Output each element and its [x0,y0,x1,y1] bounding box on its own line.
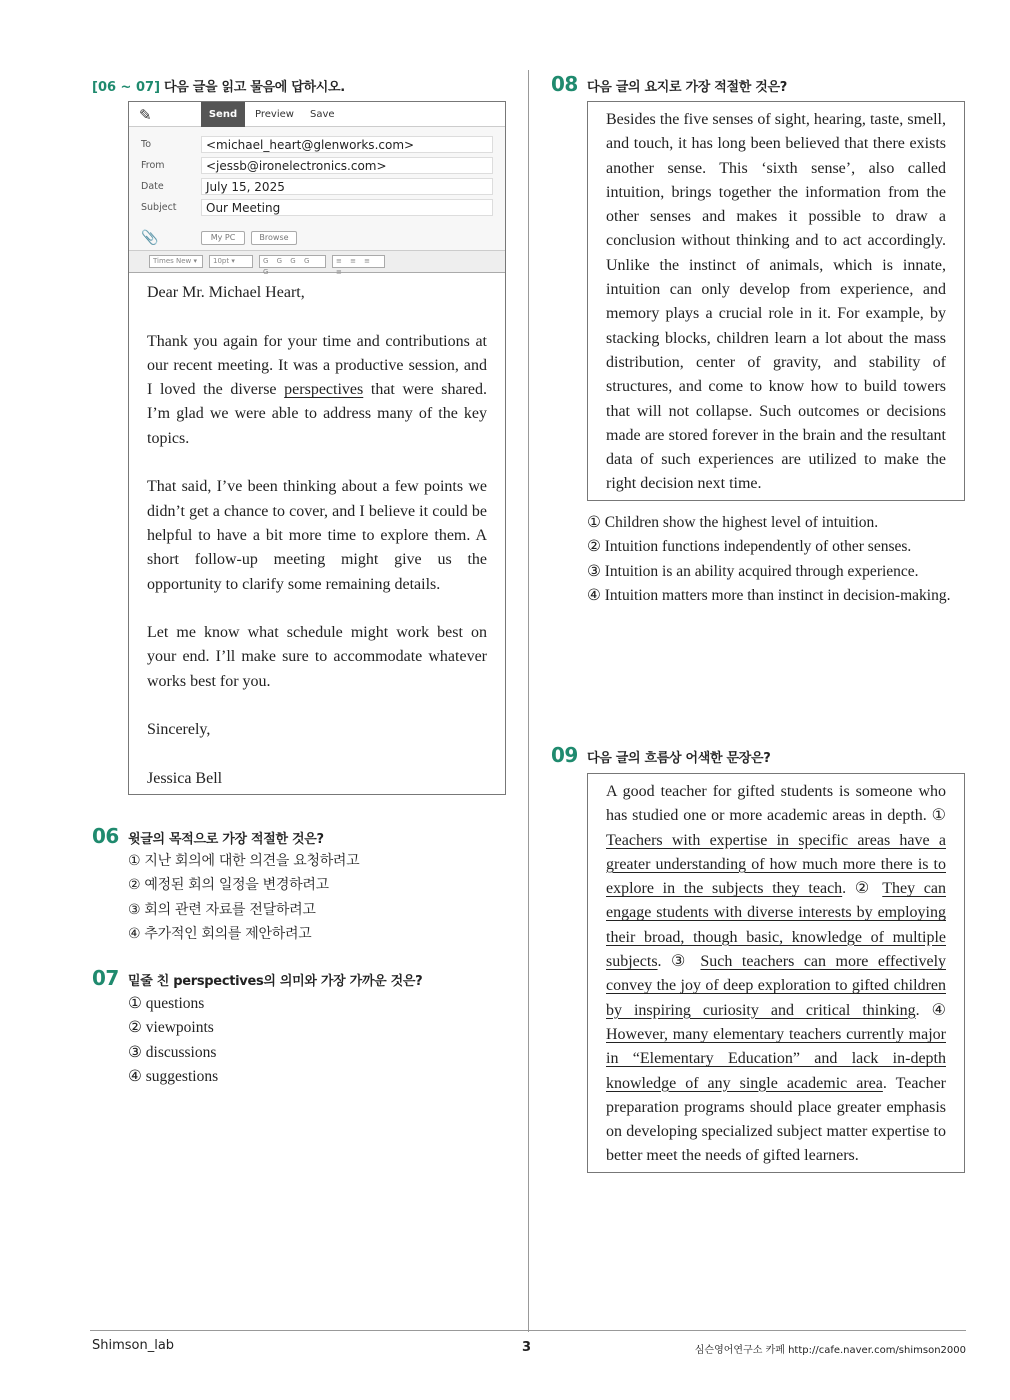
email-paragraph-3: Let me know what schedule might work best on your end. I’ll make sure to accommodate whatever works best for you. [147,624,487,690]
question-08-options [587,511,977,608]
date-row [129,178,505,196]
subject-row [129,199,505,217]
p1-text-after: that were shared. I’m glad we were able to address many of the key topics. [147,381,487,447]
sentence-4: However, many elementary teachers currently major in “Elementary Education” and lack in-depth knowledge of any single academic area [606,1025,946,1092]
set-range: [06 ~ 07] [92,80,161,95]
sentence-1: Teachers with expertise in specific areas have a greater understanding of how much more there is to explore in the subjects they teach [606,831,946,898]
to-label: To [141,139,152,150]
footer-cafe-link[interactable]: 심슨영어연구소 카페 http://cafe.naver.com/shimson2000 [694,1345,966,1356]
font-select-value: Times New [153,257,192,265]
marker-4: . ④ [915,1001,947,1019]
question-07-number: 07 [92,966,119,990]
footer-divider [90,1330,966,1331]
option[interactable]: ② 예정된 회의 일정을 변경하려고 [128,877,329,894]
question-08 [551,72,971,102]
option[interactable]: ④ Intuition matters more than instinct in decision-making. [587,586,951,604]
option[interactable]: ④ 추가적인 회의를 제안하려고 [128,925,312,942]
to-row [129,136,505,154]
subject-label: Subject [141,202,177,213]
footer-brand: Shimson_lab [92,1338,175,1353]
email-paragraph-1 [147,330,487,451]
question-06-text: 윗글의 목적으로 가장 적절한 것은? [128,832,324,847]
preview-tab[interactable]: Preview [255,109,294,120]
column-divider [528,70,529,1332]
from-row [129,157,505,175]
page-number: 3 [522,1340,532,1355]
paperclip-icon: 📎 [141,230,159,246]
style-buttons[interactable]: G G G G G [259,255,326,268]
email-window [128,101,506,795]
date-label: Date [141,181,164,192]
send-tab[interactable]: Send [201,102,245,127]
set-header [92,76,345,95]
sentence-3: Such teachers can more effectively convey the joy of deep exploration to gifted children by inspiring curiosity and critical thinking [606,953,947,1019]
browse-button[interactable]: Browse [251,231,297,245]
question-08-passage: Besides the five senses of sight, hearing, taste, smell, and touch, it has long been believed that there exists another sense. This ‘sixth sense’, also called intuition, brings together the information from the other senses and makes it possible to draw a conclusion without thinking and to act accordingly. Unlike the instinct of animals, which is innate, intuition can only develop from experience, and memory plays a crucial role in it. For example, by stacking blocks, children learn a lot about the mass distribution, center of gravity, and stability of structures, and come to know how to build towers that will not collapse. Such outcomes or decisions made are stored forever in the brain and the resultant data of such experiences are utilized to make the right decision next time. [587,101,965,501]
option[interactable]: ③ discussions [128,1043,217,1061]
set-instruction: 다음 글을 읽고 물음에 답하시오. [164,80,345,95]
size-select-value: 10pt [213,257,230,265]
option[interactable]: ② viewpoints [128,1019,214,1037]
subject-field[interactable]: Our Meeting [201,199,493,216]
question-09-passage [587,773,965,1173]
to-field[interactable]: <michael_heart@glenworks.com> [201,136,493,153]
question-06-number: 06 [92,824,119,848]
option[interactable]: ① questions [128,995,205,1012]
question-09-number: 09 [551,743,578,767]
sentence-2: They can engage students with diverse interests by employing their broad, though basic, knowledge of multiple subjects [606,880,946,971]
option[interactable]: ② Intuition functions independently of other senses. [587,538,912,556]
question-07-text: 밑줄 친 perspectives의 의미와 가장 가까운 것은? [128,974,423,989]
my-pc-button[interactable]: My PC [201,231,245,245]
from-field[interactable]: <jessb@ironelectronics.com> [201,157,493,174]
marker-2: . ② [842,880,883,898]
marker-1: ① [931,807,946,825]
question-09 [551,743,971,773]
underlined-perspectives: perspectives [284,381,364,399]
passage-outro: . Teacher preparation programs should place greater emphasis on developing specialized subject matter expertise to better meet the needs of gifted learners. [606,1074,946,1165]
save-tab[interactable]: Save [310,109,335,120]
pencil-icon: ✎ [139,106,152,124]
option[interactable]: ③ 회의 관련 자료를 전달하려고 [128,901,316,918]
option[interactable]: ① 지난 회의에 대한 의견을 요청하려고 [128,853,360,869]
option[interactable]: ③ Intuition is an ability acquired through experience. [587,562,919,580]
font-select[interactable]: Times New ▾ [149,255,203,268]
option[interactable]: ① Children show the highest level of intuition. [587,514,879,531]
question-08-text: 다음 글의 요지로 가장 적절한 것은? [587,80,787,95]
question-07-options [128,992,218,1089]
format-toolbar [129,251,505,276]
from-label: From [141,160,165,171]
passage-intro: A good teacher for gifted students is someone who has studied one or more academic areas in depth. [606,783,946,825]
date-field[interactable]: July 15, 2025 [201,178,493,195]
email-body [129,273,505,791]
question-09-text: 다음 글의 흐름상 어색한 문장은? [587,751,771,766]
email-greeting: Dear Mr. Michael Heart, [147,284,305,301]
marker-3: . ③ [657,953,701,971]
email-tabbar [129,102,505,127]
align-buttons[interactable]: ≡ ≡ ≡ ≡ [332,255,385,268]
question-08-number: 08 [551,72,578,96]
option[interactable]: ④ suggestions [128,1067,219,1085]
email-signature: Jessica Bell [147,769,223,787]
email-paragraph-2: That said, I’ve been thinking about a few points we didn’t get a chance to cover, and I believe it could be helpful to have a bit more time to explore them. A short follow-up meeting might give us the opportunity to clarify some remaining details. [147,478,487,593]
p1-text-before: Thank you again for your time and contributions at our recent meeting. It was a productive session, and I loved the diverse [147,332,487,399]
question-06-options [128,849,359,946]
email-closing: Sincerely, [147,721,211,739]
email-header-fields [129,127,505,251]
size-select[interactable]: 10pt ▾ [209,255,253,268]
